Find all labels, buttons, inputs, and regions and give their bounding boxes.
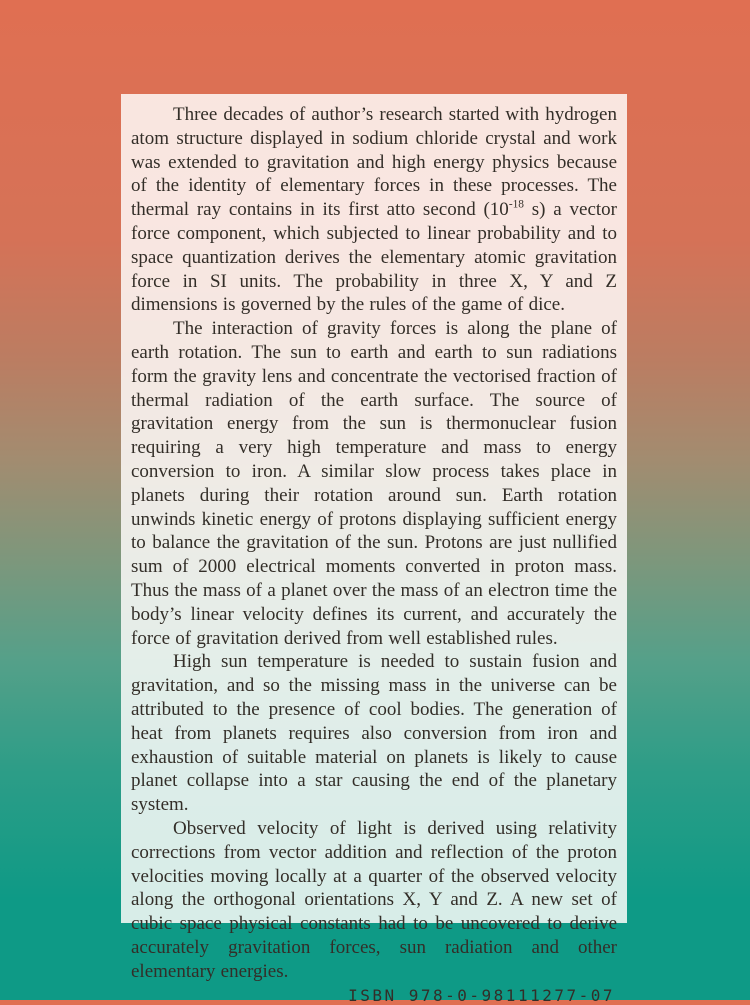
synopsis-paragraph-1 <box>131 103 617 317</box>
synopsis-paragraph-3: High sun temperature is needed to sustain fusion and gravitation, and so the missing mass in the universe can be attributed to the presence of cool bodies. The generation of heat from planets requires also conversion from iron and exhaustion of suitable material on planets is likely to cause planet collapse into a star causing the end of the planetary system. <box>131 651 617 816</box>
synopsis-paragraph-4: Observed velocity of light is derived using relativity corrections from vector addition and reflection of the proton velocities moving locally at a quarter of the observed velocity along the orthogonal orientations X, Y and Z. A new set of cubic space physical constants had to be uncovered to derive accurately gravitation forces, sun radiation and other elementary energies. <box>131 817 617 982</box>
synopsis-panel <box>121 94 627 1005</box>
paragraph-1-text-after-superscript: s) a vector force component, which subjected to linear probability and to space quantization derives the elementary atomic gravitation force in SI units. The probability in three X, Y and Z dimensions is governed by the rules of the game of dice. <box>131 199 617 316</box>
isbn-text: ISBN 978-0-98111277-07 <box>348 986 615 1005</box>
paragraph-1-text-before-superscript: Three decades of author’s research started with hydrogen atom structure displayed in sodium chloride crystal and work was extended to gravitation and high energy physics because of the identity of elementary forces in these processes. The thermal ray contains in its first atto second (10 <box>131 104 617 221</box>
exponent-superscript: -18 <box>508 198 524 211</box>
synopsis-paragraph-2: The interaction of gravity forces is along the plane of earth rotation. The sun to earth and earth to sun radiations form the gravity lens and concentrate the vectorised fraction of thermal radiation of the earth surface. The source of gravitation energy from the sun is thermonuclear fusion requiring a very high temperature and mass to energy conversion to iron. A similar slow process takes place in planets during their rotation around sun. Earth rotation unwinds kinetic energy of protons displaying sufficient energy to balance the gravitation of the sun. Protons are just nullified sum of 2000 electrical moments converted in proton mass. Thus the mass of a planet over the mass of an electron time the body’s linear velocity defines its current, and accurately the force of gravitation derived from well established rules. <box>131 318 617 649</box>
